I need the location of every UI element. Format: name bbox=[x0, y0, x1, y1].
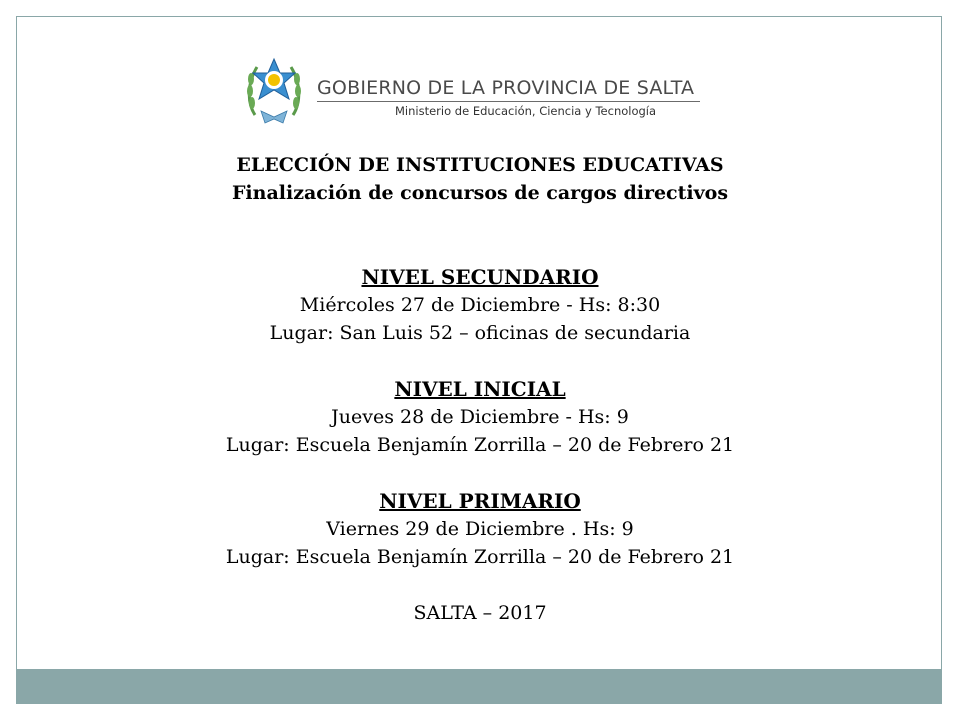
ministry-name: Ministerio de Educación, Ciencia y Tecnología bbox=[395, 104, 657, 118]
section-place-secundario: Lugar: San Luis 52 – oficinas de secundaria bbox=[269, 322, 691, 344]
section-heading-primario: NIVEL PRIMARIO bbox=[379, 489, 581, 513]
section-place-inicial: Lugar: Escuela Benjamín Zorrilla – 20 de Febrero 21 bbox=[225, 434, 735, 456]
section-heading-secundario: NIVEL SECUNDARIO bbox=[361, 265, 599, 289]
section-date-primario: Viernes 29 de Diciembre . Hs: 9 bbox=[326, 518, 634, 540]
footer-city-year: SALTA – 2017 bbox=[413, 602, 547, 624]
header-divider bbox=[317, 101, 700, 102]
section-heading-inicial: NIVEL INICIAL bbox=[394, 377, 566, 401]
title-line-2: Finalización de concursos de cargos directivos bbox=[231, 182, 729, 204]
footer-bar bbox=[17, 669, 941, 703]
title-line-1: ELECCIÓN DE INSTITUCIONES EDUCATIVAS bbox=[236, 154, 724, 176]
section-place-primario: Lugar: Escuela Benjamín Zorrilla – 20 de Febrero 21 bbox=[225, 546, 735, 568]
announcement bbox=[17, 151, 943, 627]
salta-emblem-icon bbox=[245, 53, 303, 127]
section-date-secundario: Miércoles 27 de Diciembre - Hs: 8:30 bbox=[299, 294, 661, 316]
section-date-inicial: Jueves 28 de Diciembre - Hs: 9 bbox=[331, 406, 629, 428]
slide bbox=[16, 16, 942, 704]
government-name: GOBIERNO DE LA PROVINCIA DE SALTA bbox=[317, 77, 695, 99]
government-logo bbox=[245, 53, 705, 127]
